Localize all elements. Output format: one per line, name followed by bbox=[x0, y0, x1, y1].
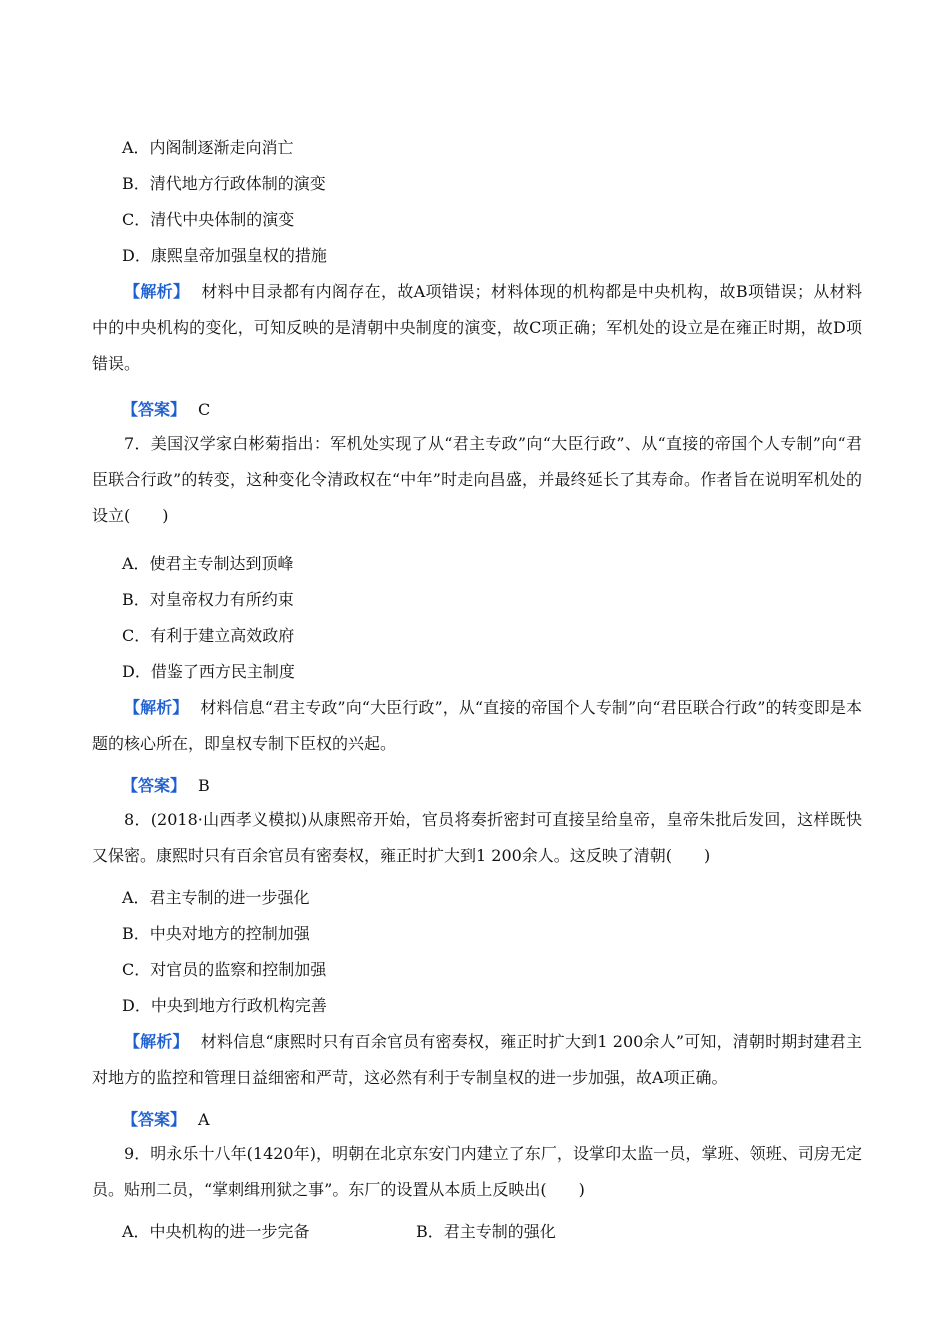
q7-stem: 7．美国汉学家白彬菊指出：军机处实现了从“君主专政”向“大臣行政”、从“直接的帝国个人专制”向“君臣联合行政”的转变，这种变化令清政权在“中年”时走向昌盛，并最终延长了其寿命。作者旨在说明军机处的设立( ) bbox=[92, 434, 862, 525]
analysis-label: 【解析】 bbox=[124, 282, 190, 301]
analysis-label: 【解析】 bbox=[124, 1032, 189, 1051]
q7-answer bbox=[122, 776, 210, 796]
q6-option-b: B．清代地方行政体制的演变 bbox=[122, 174, 326, 193]
analysis-text: 材料信息“康熙时只有百余官员有密奏权，雍正时扩大到1 200余人”可知，清朝时期封建君主对地方的监控和管理日益细密和严苛，这必然有利于专制皇权的进一步加强，故A项正确。 bbox=[92, 1032, 862, 1087]
q9-option-a: A．中央机构的进一步完备 bbox=[122, 1222, 310, 1241]
q7-option-c: C．有利于建立高效政府 bbox=[122, 626, 295, 645]
analysis-label: 【解析】 bbox=[124, 698, 189, 717]
q7-option-d: D．借鉴了西方民主制度 bbox=[122, 662, 295, 681]
answer-value: C bbox=[198, 400, 211, 419]
answer-label: 【答案】 bbox=[122, 776, 187, 795]
answer-label: 【答案】 bbox=[122, 400, 187, 419]
q9-option-b: B．君主专制的强化 bbox=[416, 1222, 556, 1241]
q8-option-c: C．对官员的监察和控制加强 bbox=[122, 960, 327, 979]
q9-stem: 9．明永乐十八年(1420年)，明朝在北京东安门内建立了东厂，设掌印太监一员，掌班、领班、司房无定员。贴刑二员，“掌刺缉刑狱之事”。东厂的设置从本质上反映出( ) bbox=[92, 1144, 862, 1199]
q8-analysis bbox=[92, 1024, 862, 1096]
q7-option-b: B．对皇帝权力有所约束 bbox=[122, 590, 294, 609]
q6-option-d: D．康熙皇帝加强皇权的措施 bbox=[122, 246, 327, 265]
q8-stem: 8．(2018·山西孝义模拟)从康熙帝开始，官员将奏折密封可直接呈给皇帝，皇帝朱批后发回，这样既快又保密。康熙时只有百余官员有密奏权，雍正时扩大到1 200余人。这反映了清朝( ) bbox=[92, 810, 862, 865]
q8-option-b: B．中央对地方的控制加强 bbox=[122, 924, 310, 943]
q6-option-a: A．内阁制逐渐走向消亡 bbox=[122, 138, 294, 157]
q7-analysis bbox=[92, 690, 862, 762]
q6-analysis bbox=[92, 274, 862, 382]
q7-option-a: A．使君主专制达到顶峰 bbox=[122, 554, 294, 573]
q8-option-a: A．君主专制的进一步强化 bbox=[122, 888, 310, 907]
analysis-text: 材料中目录都有内阁存在，故A项错误；材料体现的机构都是中央机构，故B项错误；从材料中的中央机构的变化，可知反映的是清朝中央制度的演变，故C项正确；军机处的设立是在雍正时期，故D项错误。 bbox=[92, 282, 862, 373]
analysis-text: 材料信息“君主专政”向“大臣行政”，从“直接的帝国个人专制”向“君臣联合行政”的转变即是本题的核心所在，即皇权专制下臣权的兴起。 bbox=[92, 698, 862, 753]
answer-label: 【答案】 bbox=[122, 1110, 187, 1129]
q8-option-d: D．中央到地方行政机构完善 bbox=[122, 996, 327, 1015]
answer-value: B bbox=[198, 776, 210, 795]
q8-answer bbox=[122, 1110, 210, 1130]
q6-answer bbox=[122, 400, 210, 420]
q6-option-c: C．清代中央体制的演变 bbox=[122, 210, 295, 229]
answer-value: A bbox=[198, 1110, 210, 1129]
